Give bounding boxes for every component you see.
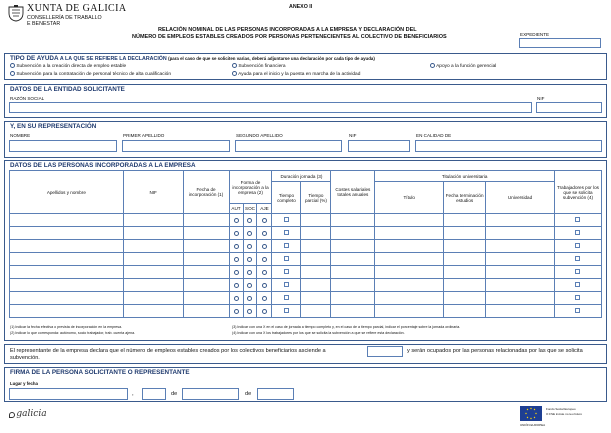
firma-comma: , [132, 391, 134, 397]
titulo-cell[interactable] [375, 266, 444, 279]
universidad-cell[interactable] [486, 253, 555, 266]
apellidos-cell[interactable] [10, 253, 124, 266]
ayuda-title-note: (para el caso de que se soliciten varias, deberá adjuntarse una declaración por cada tipo de ayuda) [168, 56, 375, 61]
title-line-2: NÚMERO DE EMPLEOS ESTABLES CREADOS POR PERSONAS PERTENECIENTES AL COLECTIVO DE BENEFICIARIOS [132, 34, 447, 40]
expediente-field[interactable] [519, 38, 601, 48]
aut-cell [229, 214, 243, 227]
tiempo-parcial-cell[interactable] [301, 253, 331, 266]
checkbox-icon[interactable] [284, 282, 289, 287]
radio-icon[interactable] [262, 244, 267, 249]
trabajador-cell [554, 266, 601, 279]
col-aut-header: AUT [229, 204, 243, 214]
galicia-swirl-icon [9, 412, 15, 418]
col-trabajadores-header: Trabajadores por los que se solicita subvención (4) [554, 171, 601, 214]
col-tiempo-completo-header: Tiempo completo [272, 182, 301, 214]
firma-title: FIRMA DE LA PERSONA SOLICITANTE O REPRESENTANTE [10, 369, 190, 376]
anio-field[interactable] [257, 388, 294, 400]
fecha-estudios-cell[interactable] [444, 214, 486, 227]
tiempo-parcial-cell[interactable] [301, 214, 331, 227]
tiempo-completo-cell [272, 279, 301, 292]
aje-cell [257, 279, 272, 292]
aut-cell [229, 227, 243, 240]
costes-cell[interactable] [331, 227, 375, 240]
costes-cell[interactable] [331, 305, 375, 318]
aut-cell [229, 292, 243, 305]
checkbox-icon[interactable] [284, 269, 289, 274]
tiempo-completo-cell [272, 227, 301, 240]
trabajador-cell [554, 227, 601, 240]
lugar-fecha-label: Lugar y fecha [10, 381, 38, 386]
radio-icon[interactable] [234, 231, 239, 236]
rep-nif-field[interactable] [348, 140, 410, 152]
checkbox-icon[interactable] [575, 295, 580, 300]
entidad-nif-label: NIF [537, 96, 545, 101]
col-titulacion-header: Titulación universitaria [375, 171, 555, 182]
aje-cell [257, 227, 272, 240]
fecha-estudios-cell[interactable] [444, 266, 486, 279]
note-3: (3) Indicar con una X en el caso de jornada a tiempo completo y, en el caso de a tiempo parcial, indicar el porcentaje sobre la jornada ordinaria. [232, 325, 461, 329]
tiempo-parcial-cell[interactable] [301, 305, 331, 318]
soc-cell [243, 266, 257, 279]
tiempo-completo-cell [272, 253, 301, 266]
checkbox-icon[interactable] [284, 230, 289, 235]
mes-field[interactable] [182, 388, 239, 400]
fecha-estudios-cell[interactable] [444, 292, 486, 305]
costes-cell[interactable] [331, 292, 375, 305]
fecha-incorporacion-cell[interactable] [183, 253, 229, 266]
soc-cell [243, 227, 257, 240]
soc-cell [243, 305, 257, 318]
galicia-logo [9, 409, 47, 419]
costes-cell[interactable] [331, 214, 375, 227]
note-2: (2) Indicar lo que corresponda: autónomo, socio trabajador, trab. cuenta ajena. [10, 331, 136, 335]
checkbox-icon[interactable] [575, 243, 580, 248]
fecha-incorporacion-cell[interactable] [183, 279, 229, 292]
col-duracion-header: Duración jornada (3) [272, 171, 331, 182]
eu-label: UNIÓN EUROPEA [520, 423, 546, 427]
ayuda-option-3[interactable] [430, 63, 496, 69]
eu-stars-icon [520, 406, 542, 421]
soc-cell [243, 292, 257, 305]
nif-cell[interactable] [123, 279, 183, 292]
radio-icon[interactable] [262, 218, 267, 223]
radio-icon[interactable] [10, 63, 15, 68]
fecha-incorporacion-cell[interactable] [183, 227, 229, 240]
radio-icon[interactable] [234, 244, 239, 249]
col-forma-header: Forma de incorporación a la empresa (2) [229, 171, 272, 204]
col-soc-header: SOC [243, 204, 257, 214]
calidad-field[interactable] [415, 140, 602, 152]
tiempo-parcial-cell[interactable] [301, 266, 331, 279]
aje-cell [257, 214, 272, 227]
radio-icon[interactable] [430, 63, 435, 68]
universidad-cell[interactable] [486, 305, 555, 318]
declaracion-text-3: subvención. [10, 355, 40, 361]
ayuda-option-5[interactable] [232, 71, 360, 77]
fecha-estudios-cell[interactable] [444, 279, 486, 292]
annex-label: ANEXO II [289, 4, 313, 10]
table-row [10, 240, 602, 253]
titulo-cell[interactable] [375, 253, 444, 266]
lugar-field[interactable] [9, 388, 128, 400]
col-costes-header: Costes salariales totales anuales [331, 171, 375, 214]
checkbox-icon[interactable] [575, 230, 580, 235]
radio-icon[interactable] [232, 63, 237, 68]
apellidos-cell[interactable] [10, 305, 124, 318]
galicia-logo-text: galicia [16, 409, 47, 419]
col-nif-header: NIF [123, 171, 183, 214]
tiempo-completo-cell [272, 240, 301, 253]
checkbox-icon[interactable] [284, 256, 289, 261]
ayuda-title-rest: A LA QUE SE REFIERE LA DECLARACIÓN [59, 56, 167, 62]
radio-icon[interactable] [234, 309, 239, 314]
soc-cell [243, 279, 257, 292]
nif-cell[interactable] [123, 253, 183, 266]
ayuda-option-4-label: Subvención para la contratación de personal técnico de alta cualificación [16, 71, 172, 77]
table-row [10, 214, 602, 227]
aje-cell [257, 266, 272, 279]
fecha-estudios-cell[interactable] [444, 240, 486, 253]
ayuda-option-1-label: Subvención a la creación directa de empleo estable [16, 63, 127, 69]
declaracion-section [4, 344, 607, 364]
aje-cell [257, 253, 272, 266]
radio-icon[interactable] [234, 270, 239, 275]
firma-de-2: de [245, 391, 252, 397]
fecha-estudios-cell[interactable] [444, 305, 486, 318]
nif-cell[interactable] [123, 214, 183, 227]
representacion-title: Y, EN SU REPRESENTACIÓN [10, 123, 97, 130]
nif-cell[interactable] [123, 266, 183, 279]
tiempo-completo-cell [272, 305, 301, 318]
table-row [10, 227, 602, 240]
radio-icon[interactable] [247, 218, 252, 223]
table-row [10, 279, 602, 292]
nif-cell[interactable] [123, 292, 183, 305]
soc-cell [243, 214, 257, 227]
radio-icon[interactable] [247, 270, 252, 275]
universidad-cell[interactable] [486, 279, 555, 292]
costes-cell[interactable] [331, 279, 375, 292]
apellidos-cell[interactable] [10, 240, 124, 253]
calidad-label: EN CALIDAD DE [416, 133, 452, 138]
col-apellidos-header: Apellidos y nombre [10, 171, 124, 214]
radio-icon[interactable] [234, 257, 239, 262]
ayuda-option-3-label: Apoyo a la función gerencial [436, 63, 497, 69]
radio-icon[interactable] [10, 71, 15, 76]
ayuda-title-bold: TIPO DE AYUDA [10, 55, 59, 62]
radio-icon[interactable] [232, 71, 237, 76]
trabajador-cell [554, 279, 601, 292]
checkbox-icon[interactable] [575, 217, 580, 222]
radio-icon[interactable] [247, 296, 252, 301]
tiempo-completo-cell [272, 214, 301, 227]
fecha-incorporacion-cell[interactable] [183, 305, 229, 318]
ayuda-option-5-label: Ayuda para el inicio y la puesta en marcha de la actividad [238, 71, 361, 77]
expediente-label: EXPEDIENTE [520, 32, 550, 37]
checkbox-icon[interactable] [284, 217, 289, 222]
soc-cell [243, 240, 257, 253]
col-universidad-header: Universidad [486, 182, 555, 214]
ayuda-option-2[interactable] [232, 63, 286, 69]
radio-icon[interactable] [262, 309, 267, 314]
eu-logo [520, 406, 542, 421]
brand-name: XUNTA DE GALICIA [27, 3, 127, 14]
declaracion-text-2: y serán ocupados por las personas relacionadas por las que se solicita [407, 348, 583, 354]
razon-social-label: RAZÓN SOCIAL [10, 96, 45, 101]
radio-icon[interactable] [247, 283, 252, 288]
radio-icon[interactable] [234, 296, 239, 301]
tiempo-completo-cell [272, 292, 301, 305]
rep-nif-label: NIF [349, 133, 357, 138]
soc-cell [243, 253, 257, 266]
nif-cell[interactable] [123, 305, 183, 318]
apellidos-cell[interactable] [10, 214, 124, 227]
apellidos-cell[interactable] [10, 279, 124, 292]
radio-icon[interactable] [247, 244, 252, 249]
universidad-cell[interactable] [486, 292, 555, 305]
primer-apellido-field[interactable] [122, 140, 230, 152]
universidad-cell[interactable] [486, 266, 555, 279]
aut-cell [229, 305, 243, 318]
trabajador-cell [554, 214, 601, 227]
declaracion-text-1: El representante de la empresa declara que el número de empleos estables creados por los colectivos beneficiarios asciende a [10, 348, 326, 354]
fecha-incorporacion-cell[interactable] [183, 240, 229, 253]
radio-icon[interactable] [262, 270, 267, 275]
col-titulo-header: Título [375, 182, 444, 214]
radio-icon[interactable] [247, 257, 252, 262]
checkbox-icon[interactable] [284, 308, 289, 313]
table-row [10, 253, 602, 266]
radio-icon[interactable] [262, 283, 267, 288]
radio-icon[interactable] [262, 257, 267, 262]
eu-motto: O FSE inviste no teu futuro [546, 412, 583, 416]
universidad-cell[interactable] [486, 227, 555, 240]
titulo-cell[interactable] [375, 279, 444, 292]
checkbox-icon[interactable] [284, 243, 289, 248]
entidad-nif-field[interactable] [536, 102, 602, 113]
ayuda-option-2-label: Subvención financiera [238, 63, 286, 69]
universidad-cell[interactable] [486, 214, 555, 227]
aut-cell [229, 279, 243, 292]
trabajador-cell [554, 253, 601, 266]
fecha-estudios-cell[interactable] [444, 253, 486, 266]
department-line-2: E BENESTAR [27, 21, 61, 27]
fecha-incorporacion-cell[interactable] [183, 266, 229, 279]
col-fecha-incorporacion-header: Fecha de incorporación (1) [183, 171, 229, 214]
empleos-count-field[interactable] [367, 346, 403, 357]
titulo-cell[interactable] [375, 305, 444, 318]
fecha-incorporacion-cell[interactable] [183, 214, 229, 227]
costes-cell[interactable] [331, 253, 375, 266]
radio-icon[interactable] [262, 231, 267, 236]
aje-cell [257, 305, 272, 318]
tiempo-completo-cell [272, 266, 301, 279]
tiempo-parcial-cell[interactable] [301, 240, 331, 253]
radio-icon[interactable] [262, 296, 267, 301]
dia-field[interactable] [142, 388, 166, 400]
col-fecha-estudios-header: Fecha terminación estudios [444, 182, 486, 214]
personas-table [9, 170, 602, 318]
costes-cell[interactable] [331, 266, 375, 279]
aut-cell [229, 253, 243, 266]
tiempo-parcial-cell[interactable] [301, 227, 331, 240]
segundo-apellido-label: SEGUNDO APELLIDO [236, 133, 283, 138]
eu-fund: Fondo Social Europeo [546, 407, 576, 411]
tiempo-parcial-cell[interactable] [301, 292, 331, 305]
table-row [10, 266, 602, 279]
fecha-incorporacion-cell[interactable] [183, 292, 229, 305]
segundo-apellido-field[interactable] [235, 140, 342, 152]
titulo-cell[interactable] [375, 292, 444, 305]
nombre-label: NOMBRE [10, 133, 31, 138]
col-aje-header: AJE [257, 204, 272, 214]
costes-cell[interactable] [331, 240, 375, 253]
trabajador-cell [554, 292, 601, 305]
note-1: (1) Indicar la fecha efectiva o prevista de incorporación en la empresa. [10, 325, 123, 329]
titulo-cell[interactable] [375, 227, 444, 240]
ayuda-option-1[interactable] [10, 63, 126, 69]
nombre-field[interactable] [9, 140, 117, 152]
apellidos-cell[interactable] [10, 227, 124, 240]
fecha-estudios-cell[interactable] [444, 227, 486, 240]
ayuda-option-4[interactable] [10, 71, 171, 77]
checkbox-icon[interactable] [575, 282, 580, 287]
table-row [10, 292, 602, 305]
aut-cell [229, 240, 243, 253]
entidad-title: DATOS DE LA ENTIDAD SOLICITANTE [10, 86, 125, 93]
note-4: (4) Indicar con una X los trabajadores por los que se solicita la subvención a que se refiere esta declaración. [232, 331, 405, 335]
aje-cell [257, 292, 272, 305]
nif-cell[interactable] [123, 240, 183, 253]
checkbox-icon[interactable] [284, 295, 289, 300]
radio-icon[interactable] [247, 231, 252, 236]
col-tiempo-parcial-header: Tiempo parcial (%) [301, 182, 331, 214]
titulo-cell[interactable] [375, 240, 444, 253]
checkbox-icon[interactable] [575, 308, 580, 313]
tiempo-parcial-cell[interactable] [301, 279, 331, 292]
razon-social-field[interactable] [9, 102, 532, 113]
titulo-cell[interactable] [375, 214, 444, 227]
radio-icon[interactable] [234, 283, 239, 288]
checkbox-icon[interactable] [575, 269, 580, 274]
universidad-cell[interactable] [486, 240, 555, 253]
apellidos-cell[interactable] [10, 292, 124, 305]
radio-icon[interactable] [234, 218, 239, 223]
aut-cell [229, 266, 243, 279]
table-row [10, 305, 602, 318]
primer-apellido-label: PRIMER APELLIDO [123, 133, 165, 138]
title-line-1: RELACIÓN NOMINAL DE LAS PERSONAS INCORPORADAS A LA EMPRESA Y DECLARACIÓN DEL [158, 27, 417, 33]
firma-de-1: de [171, 391, 178, 397]
xunta-logo [8, 4, 24, 22]
checkbox-icon[interactable] [575, 256, 580, 261]
apellidos-cell[interactable] [10, 266, 124, 279]
aje-cell [257, 240, 272, 253]
ayuda-title [10, 55, 375, 62]
nif-cell[interactable] [123, 227, 183, 240]
trabajador-cell [554, 240, 601, 253]
radio-icon[interactable] [247, 309, 252, 314]
personas-title: DATOS DE LAS PERSONAS INCORPORADAS A LA EMPRESA [10, 162, 196, 169]
department-line-1: CONSELLERÍA DE TRABALLO [27, 15, 102, 21]
trabajador-cell [554, 305, 601, 318]
